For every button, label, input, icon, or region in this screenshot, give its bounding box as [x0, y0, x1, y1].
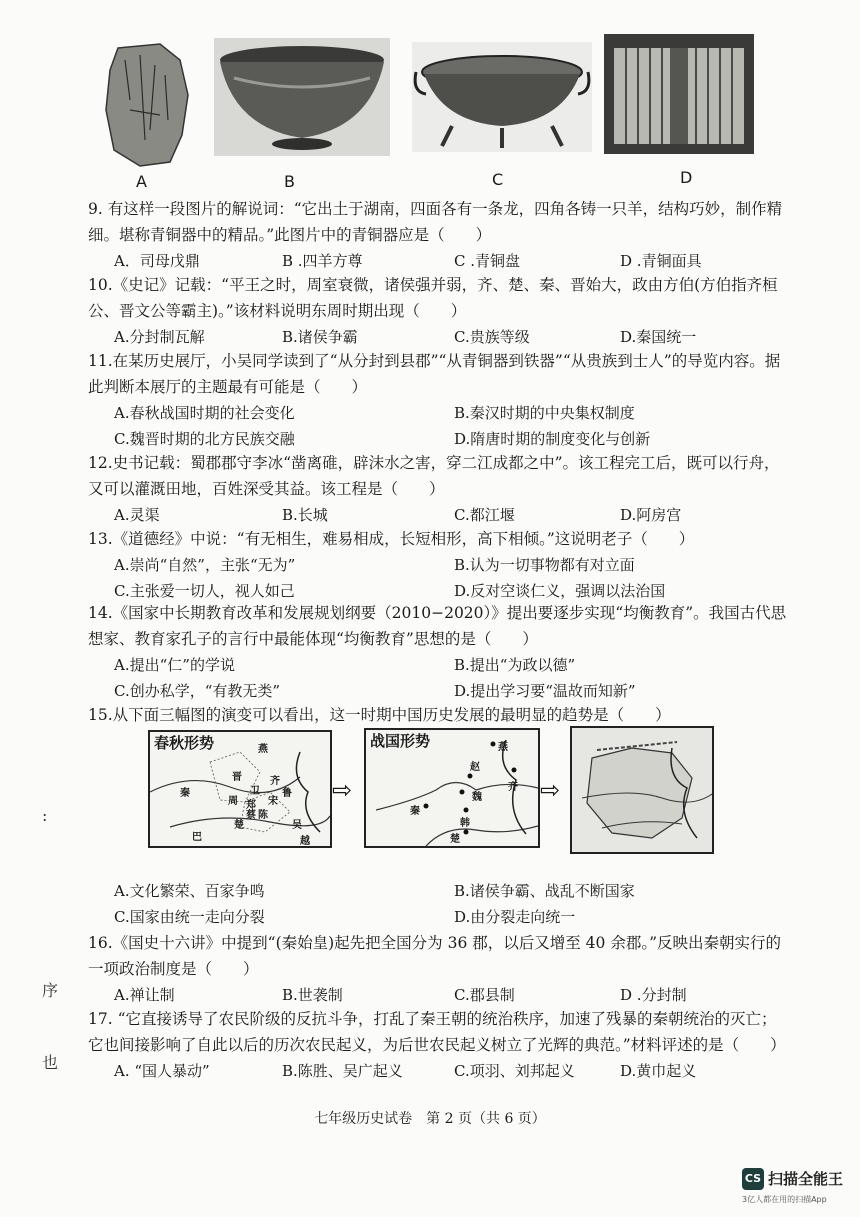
question-15-stem: 15.从下面三幅图的演变可以看出，这一时期中国历史发展的最明显的趋势是（ ）	[88, 706, 671, 724]
question-11-option-b[interactable]: B.秦汉时期的中央集权制度	[454, 404, 635, 422]
map-chunqiu	[148, 730, 332, 848]
question-15-options	[88, 878, 788, 930]
question-13-option-d[interactable]: D.反对空谈仁义，强调以法治国	[454, 582, 666, 600]
question-14-option-b[interactable]: B.提出“为政以德”	[454, 656, 576, 674]
question-11-options-row2	[114, 426, 788, 452]
question-17-stem: 17. “它直接诱导了农民阶级的反抗斗争，打乱了秦王朝的统治秩序，加速了残暴的秦朝统治的灭亡；它也间接影响了自此以后的历次农民起义，为后世农民起义树立了光辉的典范。”材料评述的是（ ）	[88, 1010, 786, 1054]
question-13-options-row1	[114, 552, 788, 578]
question-16-option-a[interactable]: A.禅让制	[114, 986, 175, 1004]
margin-mark: :	[42, 806, 48, 825]
page-footer: 七年级历史试卷 第 2 页（共 6 页）	[314, 1111, 546, 1127]
question-17	[88, 1006, 788, 1084]
scanner-app-name: 扫描全能王	[768, 1170, 844, 1188]
map-chunqiu-place: 卫	[250, 786, 260, 797]
question-15-option-b[interactable]: B.诸侯争霸、战乱不断国家	[454, 882, 635, 900]
question-12-option-b[interactable]: B.长城	[282, 506, 328, 524]
question-9-option-d[interactable]: D .青铜面具	[620, 252, 702, 270]
question-15-option-d[interactable]: D.由分裂走向统一	[454, 908, 576, 926]
image-d-bamboo-slips	[604, 34, 754, 154]
map-qin	[570, 726, 714, 854]
map-chunqiu-place: 越	[300, 836, 310, 847]
margin-mark: 也	[42, 1053, 59, 1072]
question-9	[88, 196, 788, 274]
map-chunqiu-place: 楚	[234, 820, 244, 831]
question-9-option-b[interactable]: B .四羊方尊	[282, 252, 363, 270]
map-chunqiu-place: 郑	[246, 800, 256, 811]
question-9-option-a[interactable]: A．司母戊鼎	[114, 252, 200, 270]
arrow-right-icon: ⇨	[332, 776, 353, 804]
question-17-option-c[interactable]: C.项羽、刘邦起义	[454, 1062, 575, 1080]
map-chunqiu-place: 吴	[292, 820, 302, 831]
question-11-stem: 11.在某历史展厅，小吴同学读到了“从分封到县郡”“从青铜器到铁器”“从贵族到士人”的导览内容。据此判断本展厅的主题最有可能是（ ）	[88, 352, 781, 396]
question-13-option-b[interactable]: B.认为一切事物都有对立面	[454, 556, 635, 574]
question-14-option-d[interactable]: D.提出学习要“温故而知新”	[454, 682, 636, 700]
question-11-option-c[interactable]: C.魏晋时期的北方民族交融	[114, 430, 295, 448]
question-11-options-row1	[114, 400, 788, 426]
question-14-options-row2	[114, 678, 788, 704]
question-10	[88, 272, 788, 350]
question-10-option-d[interactable]: D.秦国统一	[620, 328, 697, 346]
image-label-b: B	[284, 172, 295, 191]
image-label-a: A	[136, 172, 147, 191]
question-11-option-a[interactable]: A.春秋战国时期的社会变化	[114, 404, 295, 422]
question-15-option-a[interactable]: A.文化繁荣、百家争鸣	[114, 882, 265, 900]
question-13-option-c[interactable]: C.主张爱一切人，视人如己	[114, 582, 295, 600]
question-16	[88, 930, 788, 1008]
question-15-options-row1	[114, 878, 788, 904]
map-zhanguo-place: 韩	[460, 818, 470, 829]
map-chunqiu-place: 秦	[180, 788, 190, 799]
map-chunqiu-place: 蔡	[246, 810, 256, 821]
arrow-right-icon: ⇨	[540, 776, 561, 804]
question-12-option-a[interactable]: A.灵渠	[114, 506, 160, 524]
question-17-options	[114, 1058, 788, 1084]
question-14-option-c[interactable]: C.创办私学，“有教无类”	[114, 682, 281, 700]
map-chunqiu-place: 宋	[268, 796, 278, 807]
question-12-option-c[interactable]: C.都江堰	[454, 506, 515, 524]
question-10-stem: 10.《史记》记载：“平王之时，周室衰微，诸侯强并弱，齐、楚、秦、晋始大，政由方伯(方伯指齐桓公、晋文公等霸主)。”该材料说明东周时期出现（ ）	[88, 276, 778, 320]
question-11-option-d[interactable]: D.隋唐时期的制度变化与创新	[454, 430, 651, 448]
margin-mark: 序	[42, 981, 59, 1000]
map-chunqiu-place: 鲁	[282, 788, 292, 799]
question-12-stem: 12.史书记载：蜀郡郡守李冰“凿离碓，辟沫水之害，穿二江成都之中”。该工程完工后，既可以行舟，又可以灌溉田地，百姓深受其益。该工程是（ ）	[88, 454, 780, 498]
question-13-stem: 13.《道德经》中说：“有无相生，难易相成，长短相形，高下相倾。”这说明老子（ ）	[88, 530, 695, 548]
question-13-option-a[interactable]: A.崇尚“自然”，主张“无为”	[114, 556, 296, 574]
scanner-logo-icon: CS	[742, 1168, 764, 1190]
map-chunqiu-title: 春秋形势	[154, 734, 215, 752]
question-14-option-a[interactable]: A.提出“仁”的学说	[114, 656, 235, 674]
image-c-bronze-basin	[412, 42, 592, 152]
question-15-options-row2	[114, 904, 788, 930]
map-zhanguo-place: 赵	[470, 762, 480, 773]
question-12	[88, 450, 788, 528]
map-chunqiu-place: 巴	[192, 832, 202, 843]
map-chunqiu-place: 晋	[232, 772, 242, 783]
question-16-option-c[interactable]: C.郡县制	[454, 986, 515, 1004]
map-chunqiu-place: 周	[228, 796, 238, 807]
question-9-option-c[interactable]: C .青铜盘	[454, 252, 521, 270]
question-10-option-b[interactable]: B.诸侯争霸	[282, 328, 358, 346]
question-10-options	[114, 324, 788, 350]
scanner-tagline: 3亿人都在用的扫描App	[742, 1195, 827, 1204]
question-16-option-b[interactable]: B.世袭制	[282, 986, 343, 1004]
image-label-d: D	[680, 168, 693, 187]
question-16-options	[114, 982, 788, 1008]
question-15-option-c[interactable]: C.国家由统一走向分裂	[114, 908, 265, 926]
question-9-options	[114, 248, 788, 274]
map-zhanguo	[364, 728, 540, 848]
question-11	[88, 348, 788, 452]
question-15	[88, 702, 788, 728]
question-16-stem: 16.《国史十六讲》中提到“(秦始皇)起先把全国分为 36 郡，以后又增至 40 余郡。”反映出秦朝实行的一项政治制度是（ ）	[88, 934, 781, 978]
map-zhanguo-place: 燕	[498, 742, 508, 753]
question-14-options-row1	[114, 652, 788, 678]
question-17-option-b[interactable]: B.陈胜、吴广起义	[282, 1062, 403, 1080]
map-zhanguo-place: 齐	[508, 782, 518, 793]
image-b-bronze-bowl	[214, 38, 390, 156]
question-10-option-a[interactable]: A.分封制瓦解	[114, 328, 205, 346]
image-a-oracle-bone	[100, 40, 192, 170]
question-13	[88, 526, 788, 604]
question-12-option-d[interactable]: D.阿房宫	[620, 506, 682, 524]
question-17-option-d[interactable]: D.黄巾起义	[620, 1062, 697, 1080]
question-10-option-c[interactable]: C.贵族等级	[454, 328, 530, 346]
map-chunqiu-place: 陈	[258, 810, 268, 821]
map-zhanguo-place: 秦	[410, 806, 420, 817]
question-16-option-d[interactable]: D .分封制	[620, 986, 687, 1004]
map-chunqiu-place: 齐	[270, 776, 280, 787]
map-chunqiu-place: 燕	[258, 744, 268, 755]
question-17-option-a[interactable]: A. “国人暴动”	[114, 1062, 210, 1080]
question-14-stem: 14.《国家中长期教育改革和发展规划纲要（2010−2020）》提出要逐步实现“均衡教育”。我国古代思想家、教育家孔子的言行中最能体现“均衡教育”思想的是（ ）	[88, 604, 787, 648]
map-zhanguo-place: 楚	[450, 834, 460, 845]
question-12-options	[114, 502, 788, 528]
map-zhanguo-place: 魏	[472, 792, 482, 803]
map-zhanguo-title: 战国形势	[370, 732, 431, 750]
question-9-stem: 9. 有这样一段图片的解说词：“它出土于湖南，四面各有一条龙，四角各铸一只羊，结构巧妙，制作精细。堪称青铜器中的精品。”此图片中的青铜器应是（ ）	[88, 200, 783, 244]
question-14	[88, 600, 788, 704]
image-label-c: C	[492, 170, 504, 189]
